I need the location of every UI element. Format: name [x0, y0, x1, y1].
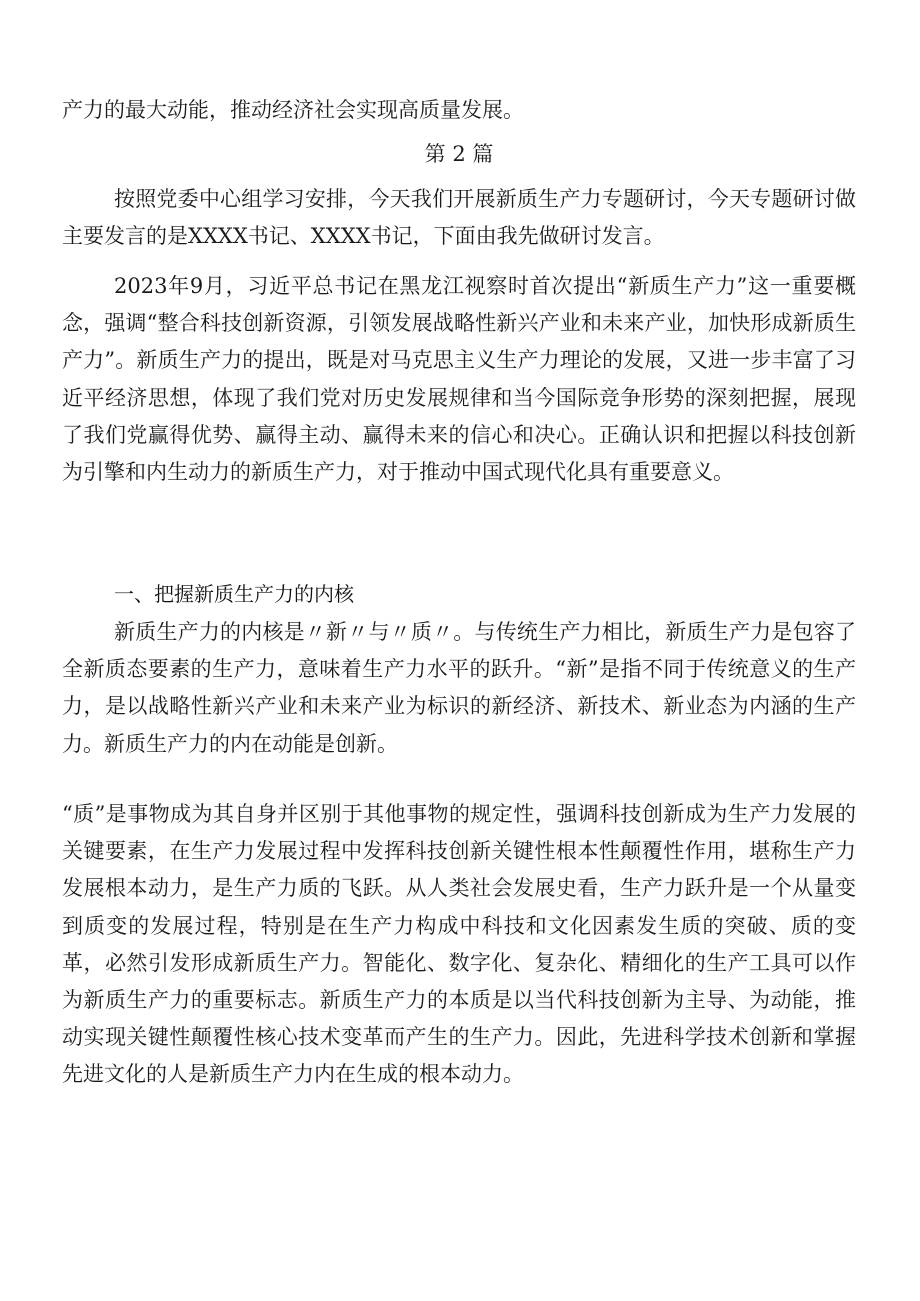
paragraph-2023: 2023年9月，习近平总书记在黑龙江视察时首次提出“新质生产力”这一重要概念，强调“整合科技创新资源，引领发展战略性新兴产业和未来产业，加快形成新质生产力”。新质生产力的提出，既是对马克思主义生产力理论的发展，又进一步丰富了习近平经济思想，体现了我们党对历史发展规律和当今国际竞争形势的深刻把握，展现了我们党赢得优势、赢得主动、赢得未来的信心和决心。正确认识和把握以科技创新为引擎和内生动力的新质生产力，对于推动中国式现代化具有重要意义。 [62, 274, 856, 485]
core-paragraph [62, 614, 856, 763]
section-heading-1: 一、把握新质生产力的内核 [114, 582, 354, 606]
continuation-paragraph: 产力的最大动能，推动经济社会实现高质量发展。 [62, 98, 524, 122]
core-paragraph-body: 与传统生产力相比，新质生产力是包容了全新质态要素的生产力，意味着生产力水平的跃升。“新”是指不同于传统意义的生产力，是以战略性新兴产业和未来产业为标识的新经济、新技术、新业态为内涵的生产力。新质生产力的内在动能是创新。 [62, 620, 856, 756]
quality-paragraph: “质”是事物成为其自身并区别于其他事物的规定性，强调科技创新成为生产力发展的关键要素，在生产力发展过程中发挥科技创新关键性根本性颠覆性作用，堪称生产力发展根本动力，是生产力质的飞跃。从人类社会发展史看，生产力跃升是一个从量变到质变的发展过程，特别是在生产力构成中科技和文化因素发生质的突破、质的变革，必然引发形成新质生产力。智能化、数字化、复杂化、精细化的生产工具可以作为新质生产力的重要标志。新质生产力的本质是以当代科技创新为主导、为动能，推动实现关键性颠覆性核心技术变革而产生的生产力。因此，先进科学技术创新和掌握先进文化的人是新质生产力内在生成的根本动力。 [62, 802, 856, 1087]
intro-paragraph: 按照党委中心组学习安排，今天我们开展新质生产力专题研讨，今天专题研讨做主要发言的是XXXX书记、XXXX书记，下面由我先做研讨发言。 [62, 187, 856, 249]
core-paragraph-lead: 新质生产力的内核是〃新〃与〃质〃。 [114, 620, 475, 644]
article-title: 第 2 篇 [424, 142, 494, 166]
